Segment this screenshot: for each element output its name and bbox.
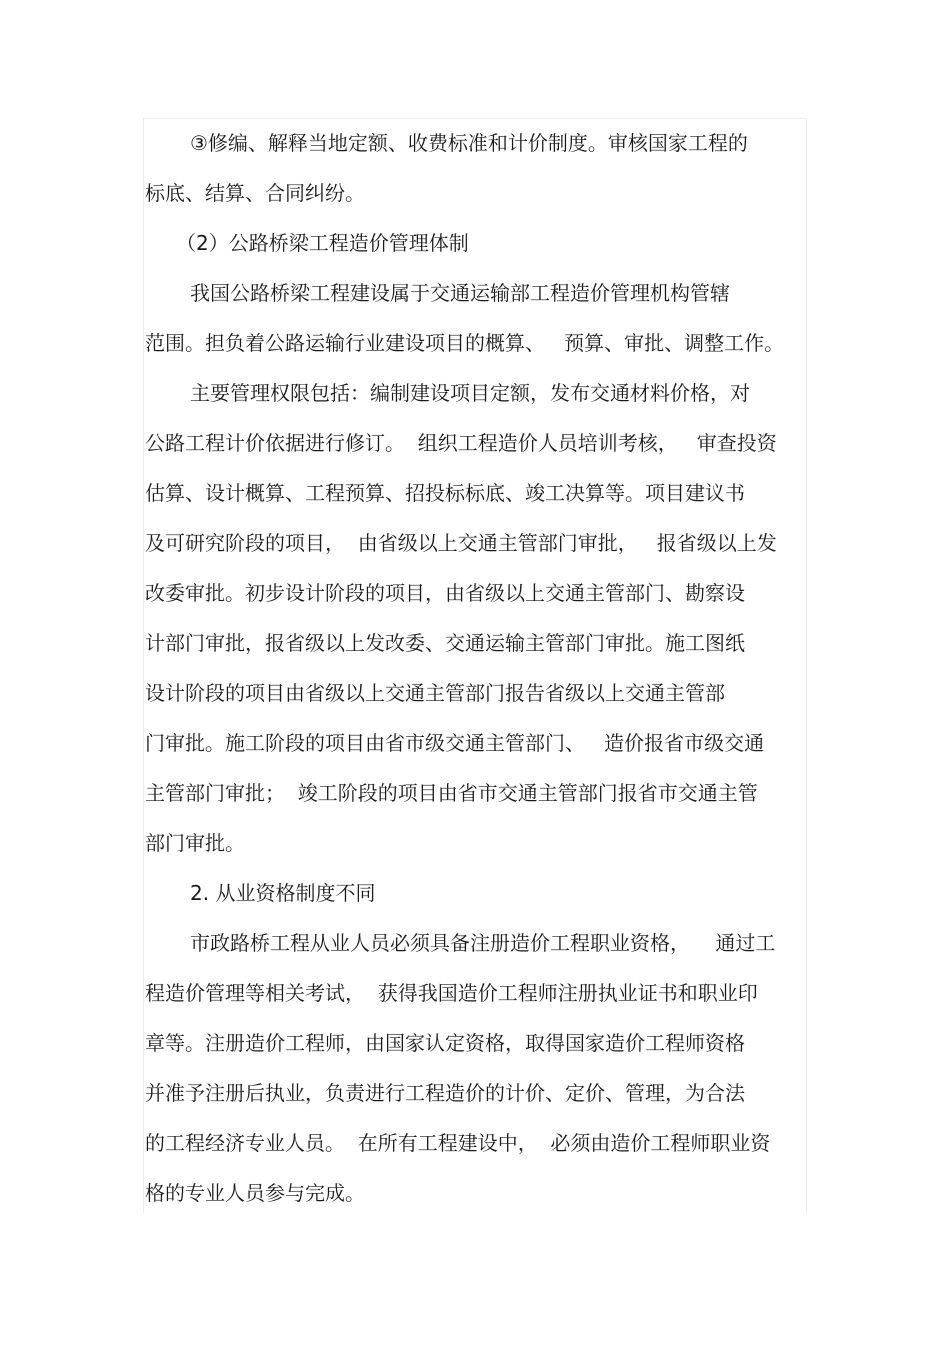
text-line: 标底、结算、合同纠纷。 [145, 181, 365, 205]
text-line: ③修编、解释当地定额、收费标准和计价制度。审核国家工程的 [190, 131, 748, 155]
section-heading: 2. 从业资格制度不同 [190, 881, 376, 905]
text-line: 估算、设计概算、工程预算、招投标标底、竣工决算等。项目建议书 [145, 481, 745, 505]
text-line: 的工程经济专业人员。 在所有工程建设中， 必须由造价工程师职业资 [145, 1131, 771, 1155]
text-line: 主管部门审批； 竣工阶段的项目由省市交通主管部门报省市交通主管 [145, 781, 758, 805]
text-line: 及可研究阶段的项目， 由省级以上交通主管部门审批， 报省级以上发 [145, 531, 777, 555]
text-line: 设计阶段的项目由省级以上交通主管部门报告省级以上交通主管部 [145, 681, 725, 705]
text-line: 章等。注册造价工程师，由国家认定资格，取得国家造价工程师资格 [145, 1031, 745, 1055]
document-body [145, 118, 810, 1218]
text-line: 并准予注册后执业，负责进行工程造价的计价、定价、管理，为合法 [145, 1081, 745, 1105]
section-heading: （2）公路桥梁工程造价管理体制 [176, 231, 469, 255]
text-line: 部门审批。 [145, 831, 245, 855]
text-line: 范围。担负着公路运输行业建设项目的概算、 预算、审批、调整工作。 [145, 331, 785, 355]
text-line: 主要管理权限包括：编制建设项目定额，发布交通材料价格，对 [190, 381, 750, 405]
text-line: 程造价管理等相关考试， 获得我国造价工程师注册执业证书和职业印 [145, 981, 758, 1005]
text-line: 计部门审批，报省级以上发改委、交通运输主管部门审批。施工图纸 [145, 631, 745, 655]
text-line: 我国公路桥梁工程建设属于交通运输部工程造价管理机构管辖 [190, 281, 730, 305]
text-line: 市政路桥工程从业人员必须具备注册造价工程职业资格， 通过工 [190, 931, 776, 955]
text-line: 公路工程计价依据进行修订。 组织工程造价人员培训考核， 审查投资 [145, 431, 777, 455]
text-line: 改委审批。初步设计阶段的项目，由省级以上交通主管部门、勘察设 [145, 581, 745, 605]
text-line: 格的专业人员参与完成。 [145, 1181, 365, 1205]
text-line: 门审批。施工阶段的项目由省市级交通主管部门、 造价报省市级交通 [145, 731, 765, 755]
